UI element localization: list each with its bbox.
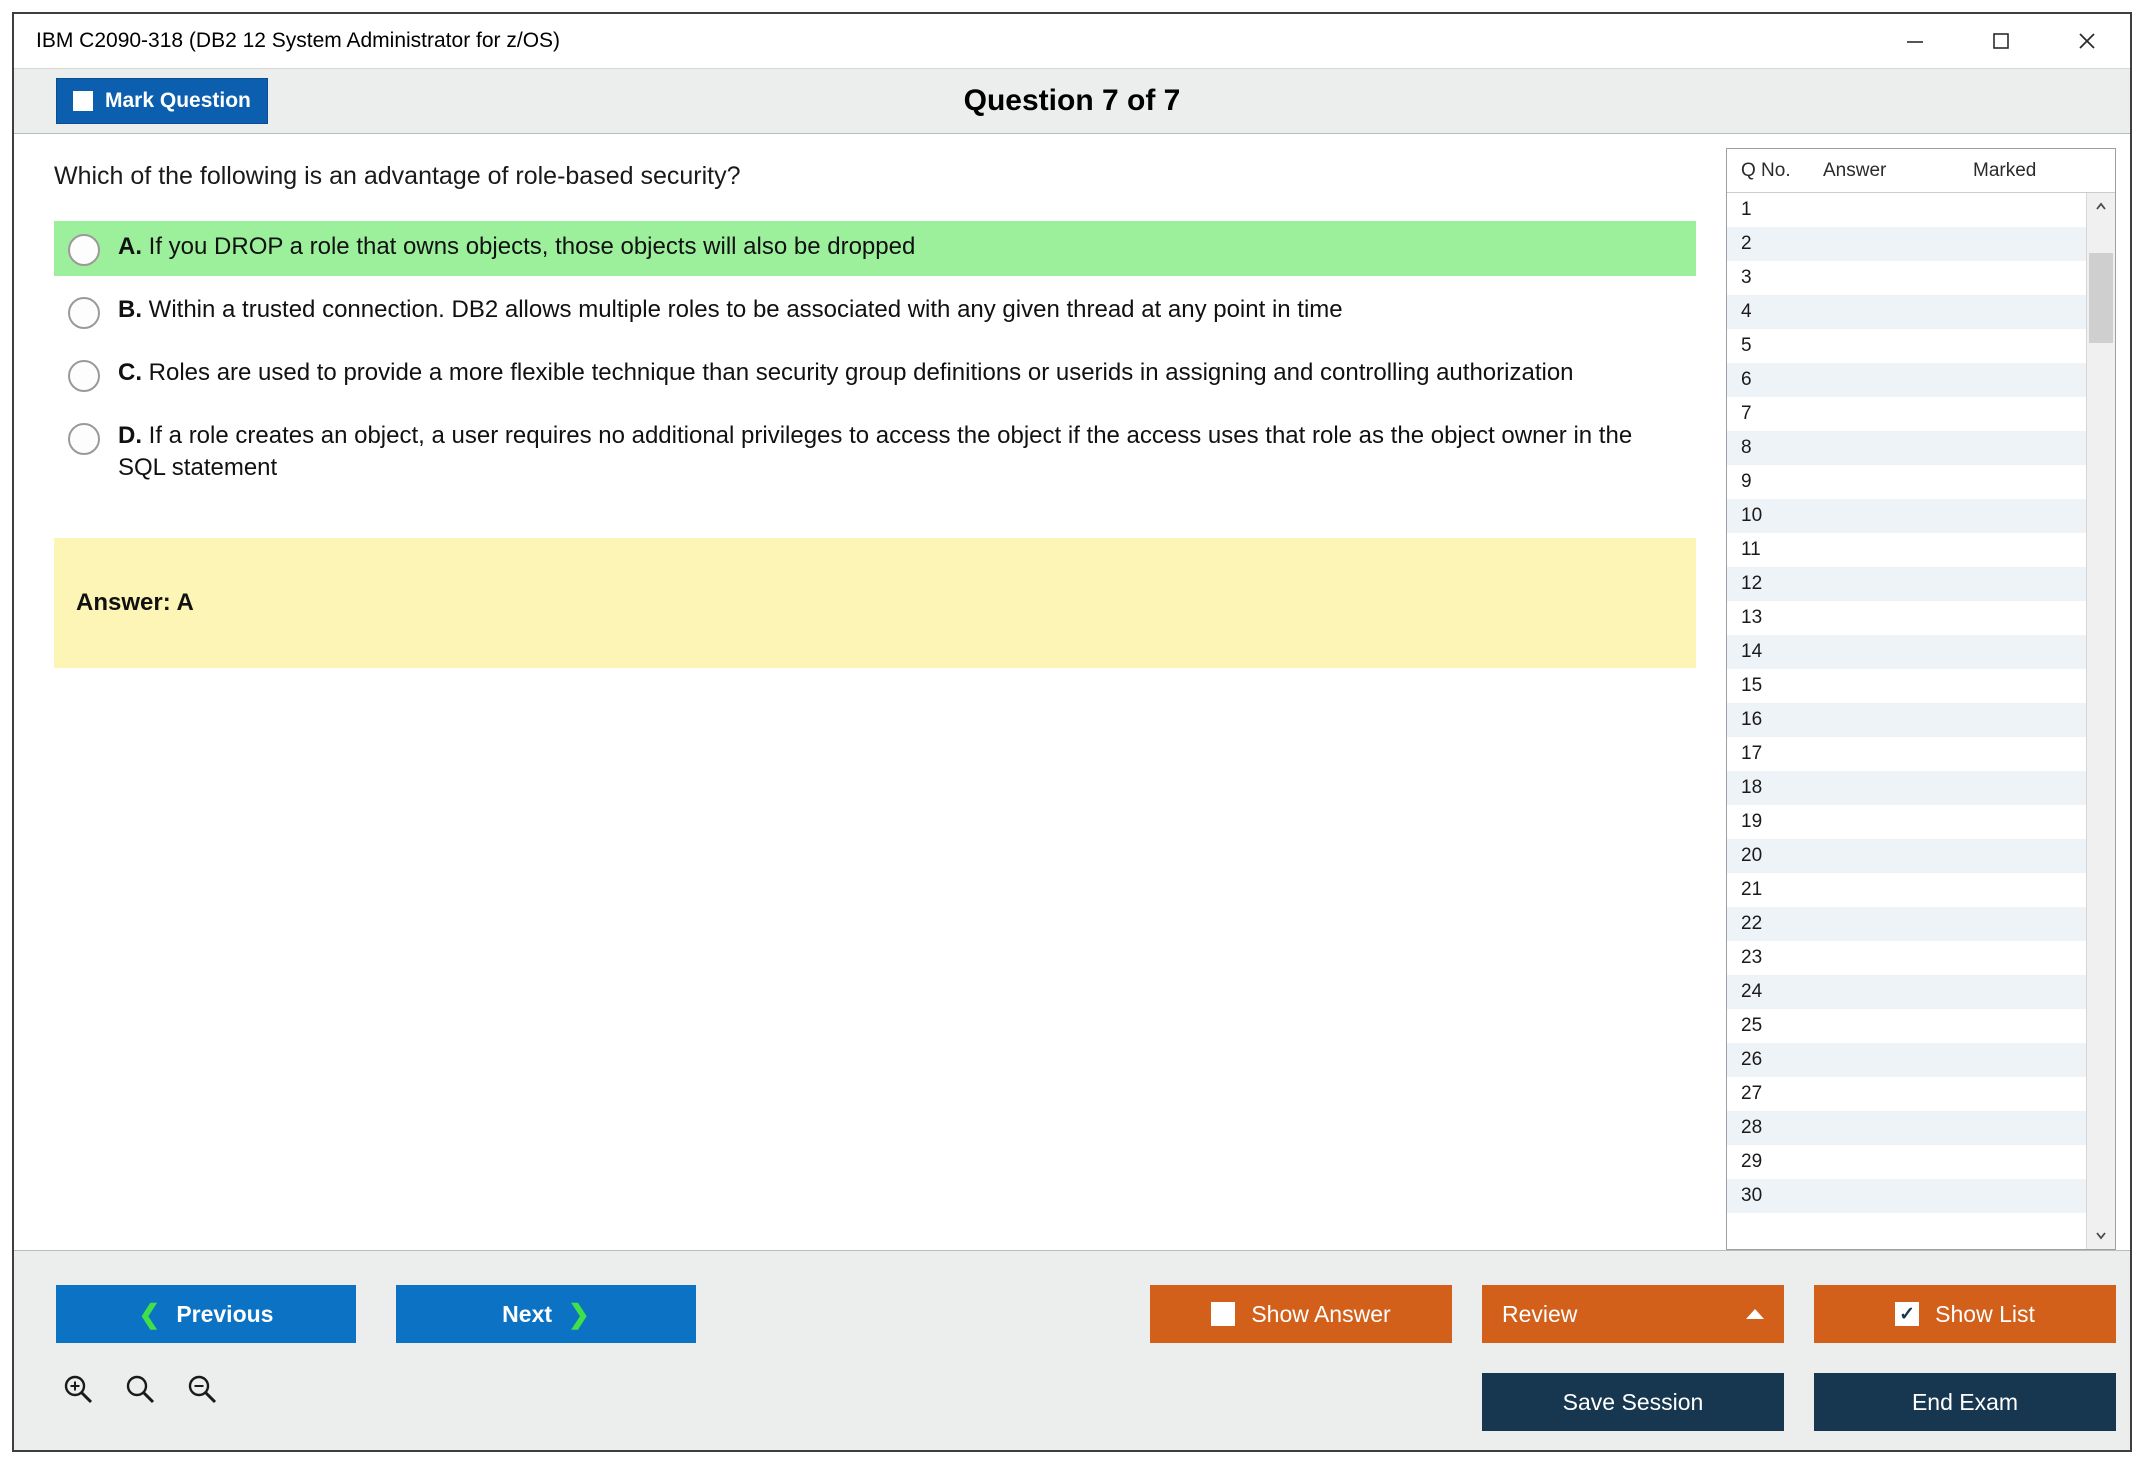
column-header-answer: Answer bbox=[1823, 159, 1887, 181]
title-bar bbox=[14, 14, 2130, 68]
question-number: 2 bbox=[1741, 233, 1752, 254]
question-list-row[interactable] bbox=[1727, 499, 2086, 533]
choice-text-d: If a role creates an object, a user requires no additional privileges to access the object if the access uses that role as the object owner in the SQL statement bbox=[118, 422, 1633, 481]
question-list-row[interactable] bbox=[1727, 1145, 2086, 1179]
show-list-button[interactable] bbox=[1814, 1285, 2116, 1343]
question-number: 28 bbox=[1741, 1117, 1763, 1138]
show-answer-button[interactable] bbox=[1150, 1285, 1452, 1343]
column-header-marked: Marked bbox=[1973, 159, 2037, 181]
end-exam-button[interactable] bbox=[1814, 1373, 2116, 1431]
choice-letter-a: A. bbox=[118, 233, 142, 260]
choice-option-d[interactable] bbox=[54, 410, 1696, 494]
footer-toolbar bbox=[14, 1250, 2130, 1450]
zoom-controls bbox=[60, 1371, 220, 1412]
question-number: 1 bbox=[1741, 199, 1752, 220]
question-list-row[interactable] bbox=[1727, 1077, 2086, 1111]
next-label: Next bbox=[502, 1300, 553, 1327]
scrollbar-track[interactable] bbox=[2087, 221, 2115, 1221]
minimize-icon[interactable] bbox=[1872, 14, 1958, 68]
question-number: 11 bbox=[1741, 539, 1761, 560]
chevron-right-icon: ❯ bbox=[568, 1298, 590, 1329]
question-stem: Which of the following is an advantage of role-based security? bbox=[54, 162, 741, 190]
scroll-down-icon[interactable] bbox=[2087, 1221, 2115, 1249]
choice-option-b[interactable] bbox=[54, 284, 1696, 339]
choice-letter-c: C. bbox=[118, 359, 142, 386]
question-number: 7 bbox=[1741, 403, 1752, 424]
question-list-row[interactable] bbox=[1727, 363, 2086, 397]
question-list-row[interactable] bbox=[1727, 703, 2086, 737]
mark-question-button[interactable] bbox=[56, 78, 268, 124]
question-number: 9 bbox=[1741, 471, 1752, 492]
question-list-row[interactable] bbox=[1727, 805, 2086, 839]
choice-letter-d: D. bbox=[118, 422, 142, 449]
question-list-row[interactable] bbox=[1727, 329, 2086, 363]
question-number: 19 bbox=[1741, 811, 1763, 832]
save-session-button[interactable] bbox=[1482, 1373, 1784, 1431]
zoom-icon[interactable] bbox=[122, 1371, 158, 1412]
question-list-row[interactable] bbox=[1727, 635, 2086, 669]
column-header-qno: Q No. bbox=[1741, 159, 1791, 181]
choice-letter-b: B. bbox=[118, 296, 142, 323]
question-list-row[interactable] bbox=[1727, 771, 2086, 805]
question-list-row[interactable] bbox=[1727, 601, 2086, 635]
question-number: 24 bbox=[1741, 981, 1763, 1002]
question-list-header bbox=[1727, 149, 2115, 193]
question-list-row[interactable] bbox=[1727, 193, 2086, 227]
question-list-row[interactable] bbox=[1727, 465, 2086, 499]
close-icon[interactable] bbox=[2044, 14, 2130, 68]
question-number: 25 bbox=[1741, 1015, 1763, 1036]
window-controls bbox=[1872, 14, 2130, 68]
radio-d-icon[interactable] bbox=[68, 423, 100, 455]
question-number: 26 bbox=[1741, 1049, 1763, 1070]
header-bar bbox=[14, 68, 2130, 134]
question-number: 3 bbox=[1741, 267, 1752, 288]
question-number: 13 bbox=[1741, 607, 1763, 628]
page-title: Question 7 of 7 bbox=[963, 84, 1181, 117]
body-area bbox=[14, 134, 2130, 1250]
radio-a-icon[interactable] bbox=[68, 234, 100, 266]
mark-question-checkbox-icon[interactable] bbox=[73, 91, 93, 111]
question-list-row[interactable] bbox=[1727, 1009, 2086, 1043]
question-list-row[interactable] bbox=[1727, 873, 2086, 907]
show-answer-checkbox-icon[interactable] bbox=[1211, 1302, 1235, 1326]
show-list-checkbox-icon[interactable]: ✓ bbox=[1895, 1302, 1919, 1326]
choice-text-b: Within a trusted connection. DB2 allows multiple roles to be associated with any given thread at any point in time bbox=[148, 296, 1343, 323]
review-dropdown[interactable] bbox=[1482, 1285, 1784, 1343]
question-number: 22 bbox=[1741, 913, 1763, 934]
question-list-row[interactable] bbox=[1727, 839, 2086, 873]
question-list-row[interactable] bbox=[1727, 431, 2086, 465]
question-number: 4 bbox=[1741, 301, 1752, 322]
question-list-row[interactable] bbox=[1727, 295, 2086, 329]
question-list-body bbox=[1727, 193, 2115, 1249]
question-number: 10 bbox=[1741, 505, 1763, 526]
question-number: 20 bbox=[1741, 845, 1763, 866]
question-list-scrollbar[interactable] bbox=[2086, 193, 2115, 1249]
question-list-row[interactable] bbox=[1727, 567, 2086, 601]
question-number: 18 bbox=[1741, 777, 1763, 798]
caret-up-icon bbox=[1746, 1309, 1764, 1319]
zoom-out-icon[interactable] bbox=[184, 1371, 220, 1412]
choice-option-a[interactable] bbox=[54, 221, 1696, 276]
mark-question-label: Mark Question bbox=[105, 89, 251, 112]
question-number: 12 bbox=[1741, 573, 1763, 594]
question-number: 21 bbox=[1741, 879, 1763, 900]
question-number: 5 bbox=[1741, 335, 1752, 356]
question-number: 17 bbox=[1741, 743, 1763, 764]
show-list-label: Show List bbox=[1935, 1300, 2035, 1327]
previous-button[interactable] bbox=[56, 1285, 356, 1343]
scrollbar-thumb[interactable] bbox=[2089, 253, 2113, 343]
answer-label: Answer: A bbox=[76, 588, 194, 616]
question-pane bbox=[14, 134, 1726, 1250]
question-list-row[interactable] bbox=[1727, 737, 2086, 771]
chevron-left-icon: ❮ bbox=[138, 1298, 161, 1329]
previous-label: Previous bbox=[176, 1300, 274, 1327]
question-list-row[interactable] bbox=[1727, 227, 2086, 261]
question-number: 30 bbox=[1741, 1185, 1763, 1206]
question-number: 15 bbox=[1741, 675, 1763, 696]
question-list-row[interactable] bbox=[1727, 1043, 2086, 1077]
question-list-row[interactable] bbox=[1727, 1179, 2086, 1213]
scroll-up-icon[interactable] bbox=[2087, 193, 2115, 221]
radio-b-icon[interactable] bbox=[68, 297, 100, 329]
question-number: 8 bbox=[1741, 437, 1752, 458]
question-list-panel bbox=[1726, 148, 2116, 1250]
question-number: 6 bbox=[1741, 369, 1752, 390]
zoom-in-icon[interactable] bbox=[60, 1371, 96, 1412]
save-session-label: Save Session bbox=[1562, 1388, 1704, 1415]
question-number: 16 bbox=[1741, 709, 1763, 730]
next-button[interactable] bbox=[396, 1285, 696, 1343]
question-list-row[interactable] bbox=[1727, 261, 2086, 295]
question-list-row[interactable] bbox=[1727, 975, 2086, 1009]
question-list-row[interactable] bbox=[1727, 907, 2086, 941]
question-number: 27 bbox=[1741, 1083, 1763, 1104]
exam-window bbox=[12, 12, 2132, 1452]
maximize-icon[interactable] bbox=[1958, 14, 2044, 68]
question-list-row[interactable] bbox=[1727, 1111, 2086, 1145]
choice-text-c: Roles are used to provide a more flexible technique than security group definitions or userids in assigning and controlling authorization bbox=[148, 359, 1574, 386]
question-number: 14 bbox=[1741, 641, 1763, 662]
choice-option-c[interactable] bbox=[54, 347, 1696, 402]
answer-reveal-box bbox=[54, 538, 1696, 668]
review-label: Review bbox=[1502, 1300, 1578, 1327]
question-number: 29 bbox=[1741, 1151, 1763, 1172]
question-list-row[interactable] bbox=[1727, 941, 2086, 975]
question-list-row[interactable] bbox=[1727, 533, 2086, 567]
question-list-row[interactable] bbox=[1727, 397, 2086, 431]
show-answer-label: Show Answer bbox=[1251, 1300, 1391, 1327]
radio-c-icon[interactable] bbox=[68, 360, 100, 392]
window-title: IBM C2090-318 (DB2 12 System Administrator for z/OS) bbox=[36, 29, 561, 52]
question-rows[interactable] bbox=[1727, 193, 2086, 1249]
question-number: 23 bbox=[1741, 947, 1763, 968]
question-list-row[interactable] bbox=[1727, 669, 2086, 703]
end-exam-label: End Exam bbox=[1911, 1388, 2019, 1415]
choice-text-a: If you DROP a role that owns objects, those objects will also be dropped bbox=[148, 233, 916, 260]
